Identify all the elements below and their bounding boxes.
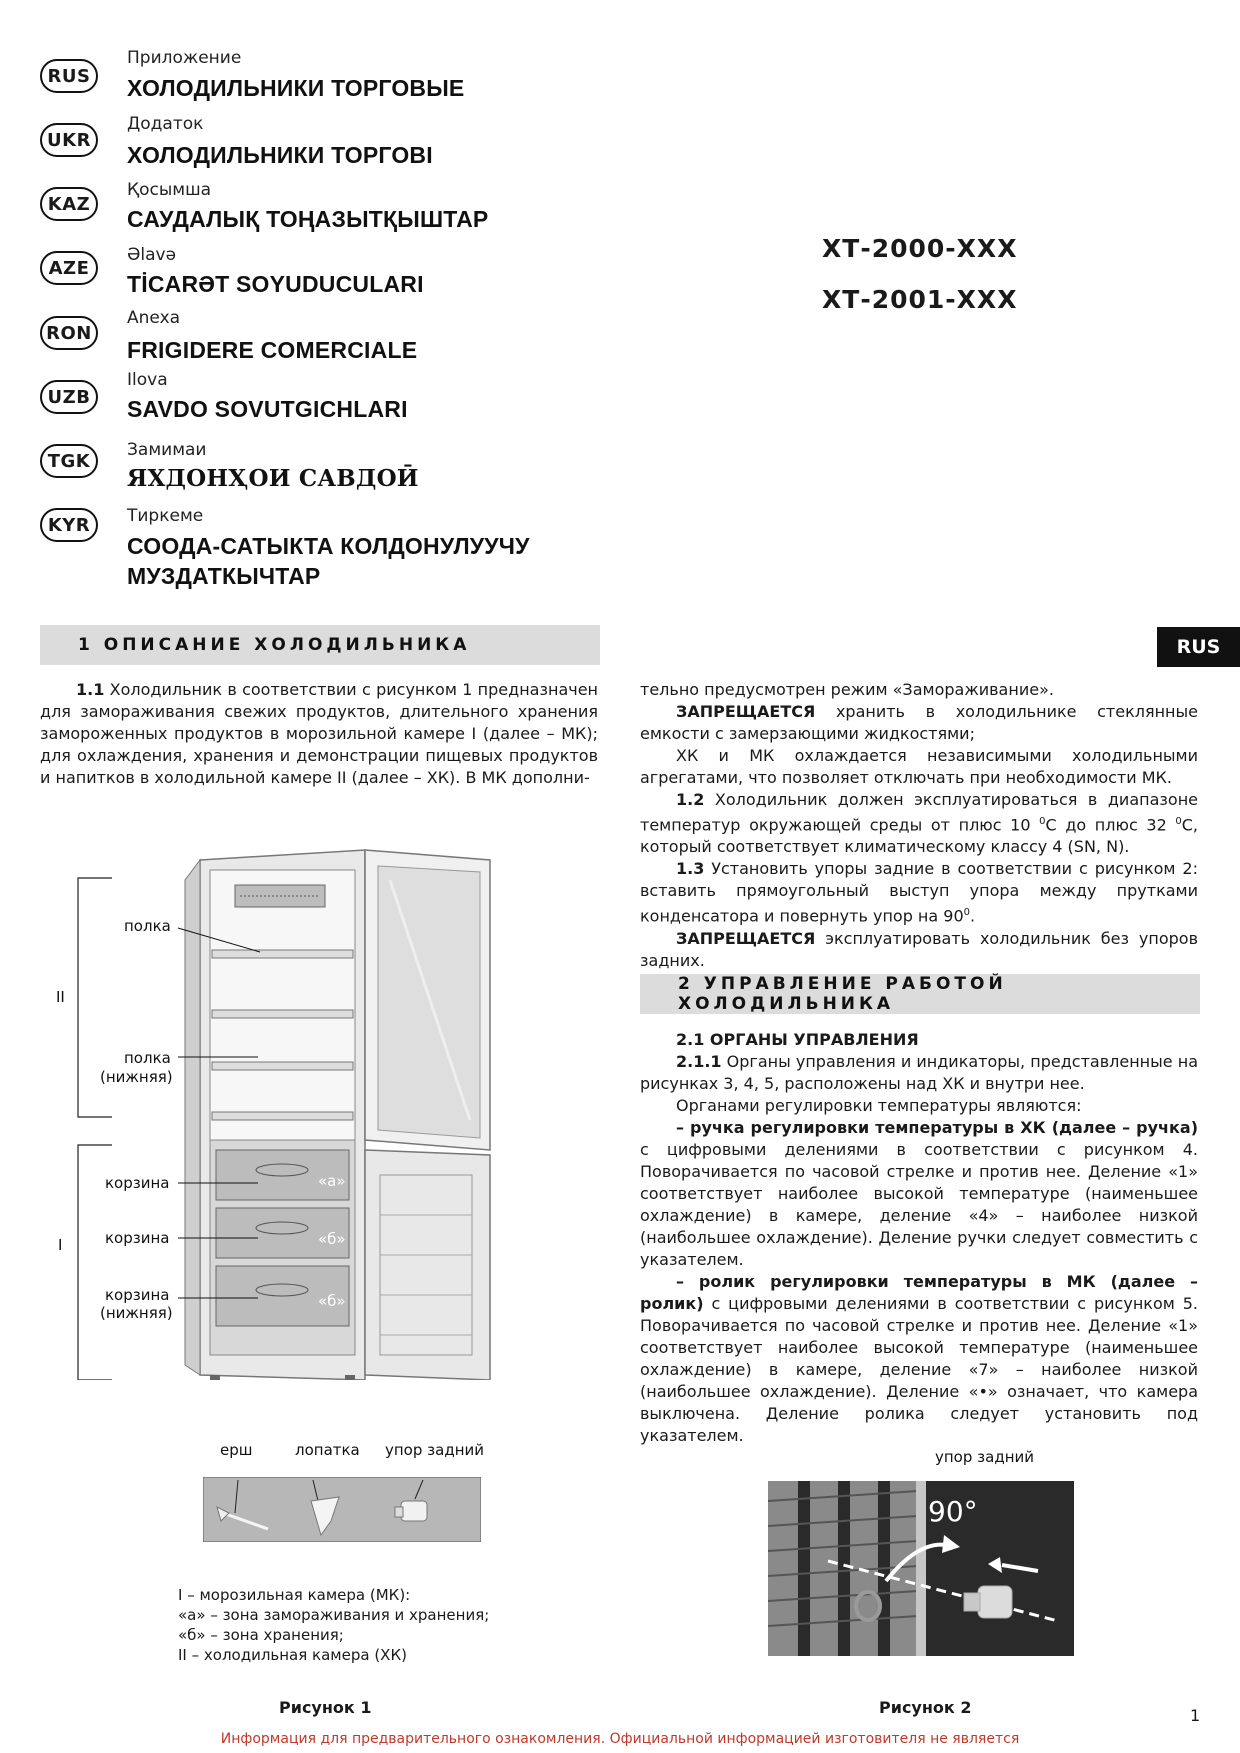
figure1-legend	[178, 1585, 489, 1665]
cont-text: тельно предусмотрен режим «Замораживание».	[640, 680, 1054, 699]
angle-label: 90°	[928, 1495, 978, 1528]
subtitle-kyr: Тиркеме	[127, 506, 204, 526]
title-kyr-line2: МУЗДАТКЫЧТАР	[127, 563, 321, 589]
roller-text: с цифровыми делениями в соответствии с рисунком 5. Поворачивается по часовой стрелке и против нее. Деление «1» соответствует наиболее высокой температуре (наименьшее охлаждение) в камере, деление «7» – наиболее низкой (наибольшее охлаждение). Деление «•» означает, что камера выключена. Деление ролика следует установить под указателем.	[640, 1294, 1198, 1445]
deg-2: 0	[1175, 816, 1182, 827]
subtitle-tgk: Замимаи	[127, 440, 207, 460]
p13-text: Установить упоры задние в соответствии с рисунком 2: вставить прямоугольный выступ упора между прутками конденсатора и повернуть упор на 90	[640, 859, 1198, 926]
lang-badge-aze: AZE	[40, 251, 98, 285]
title-rus: ХОЛОДИЛЬНИКИ ТОРГОВЫЕ	[127, 75, 465, 101]
label-zone-b-1: «б»	[318, 1230, 346, 1248]
lang-badge-tgk: TGK	[40, 444, 98, 478]
title-tgk: ЯХДОНҲОИ САВДОӢ	[127, 465, 419, 492]
label-brush: ерш	[220, 1441, 253, 1459]
legend-line-3: «б» – зона хранения;	[178, 1626, 344, 1644]
page-number: 1	[1190, 1706, 1201, 1725]
subtitle-aze: Əlavə	[127, 245, 177, 265]
section1-title: 1 ОПИСАНИЕ ХОЛОДИЛЬНИКА	[78, 635, 471, 655]
label-basket-1: корзина	[105, 1174, 170, 1192]
label-rear-stop: упор задний	[385, 1441, 484, 1459]
subtitle-rus: Приложение	[127, 48, 242, 68]
figure2-label: упор задний	[935, 1448, 1034, 1466]
rus-side-badge: RUS	[1157, 627, 1240, 667]
rear-stop-illustration	[768, 1481, 1074, 1656]
title-aze: TİCARƏT SOYUDUCULARI	[127, 271, 424, 297]
subtitle-ukr: Додаток	[127, 114, 204, 134]
title-ukr: ХОЛОДИЛЬНИКИ ТОРГОВІ	[127, 142, 433, 168]
title-kyr: СООДА-САТЫКТА КОЛДОНУЛУУЧУ	[127, 533, 530, 559]
section2-subtitle: 2.1 ОРГАНЫ УПРАВЛЕНИЯ	[676, 1030, 919, 1049]
label-scraper: лопатка	[295, 1441, 360, 1459]
label-compartment-2: II	[56, 988, 65, 1006]
p12-text-a: Холодильник должен эксплуатироваться в диапазоне температур окружающей среды от плюс 10	[640, 790, 1198, 835]
warn1-text: хранить в холодильнике стеклянные емкости с замерзающими жидкостями;	[640, 702, 1198, 743]
title-kaz: САУДАЛЫҚ ТОҢАЗЫТҚЫШТАР	[127, 206, 489, 232]
subtitle-uzb: Ilova	[127, 370, 168, 390]
p211-text: Органы управления и индикаторы, представленные на рисунках 3, 4, 5, расположены над ХК и внутри нее.	[640, 1052, 1198, 1093]
legend-line-4: II – холодильная камера (ХК)	[178, 1646, 407, 1664]
lang-badge-ukr: UKR	[40, 123, 98, 157]
controls-intro: Органами регулировки температуры являются:	[676, 1096, 1082, 1115]
roller-bold: – ролик регулировки температуры в МК (далее – ролик)	[640, 1272, 1198, 1313]
footer-notice: Информация для предварительного ознакомления. Официальной информацией изготовителя не является	[220, 1731, 1020, 1747]
lang-badge-rus: RUS	[40, 59, 98, 93]
section2-title: 2 УПРАВЛЕНИЕ РАБОТОЙ ХОЛОДИЛЬНИКА	[678, 974, 1007, 1014]
p12-num: 1.2	[676, 790, 705, 809]
label-zone-b-2: «б»	[318, 1292, 346, 1310]
section1-paragraph	[40, 679, 598, 789]
p13-end: .	[970, 906, 976, 926]
tools-illustration	[203, 1477, 481, 1542]
section1-bar	[40, 625, 600, 665]
title-uzb: SAVDO SOVUTGICHLARI	[127, 396, 408, 422]
subtitle-ron: Anexa	[127, 308, 181, 328]
lang-badge-kyr: KYR	[40, 508, 98, 542]
right-column-text	[640, 679, 1198, 972]
figure1-caption: Рисунок 1	[279, 1698, 372, 1717]
lang-badge-kaz: KAZ	[40, 187, 98, 221]
figure2-caption: Рисунок 2	[879, 1698, 972, 1717]
p11-num: 1.1	[76, 680, 105, 699]
label-shelf: полка	[124, 917, 171, 935]
p211-num: 2.1.1	[676, 1052, 722, 1071]
warn2-text: эксплуатировать холодильник без упоров задних.	[640, 928, 1198, 970]
warn1-bold: ЗАПРЕЩАЕТСЯ	[676, 702, 816, 721]
p12-text-c: С, который соответствует климатическому классу 4 (SN, N).	[640, 815, 1199, 857]
warn2-bold: ЗАПРЕЩАЕТСЯ	[676, 928, 816, 948]
legend-line-2: «а» – зона замораживания и хранения;	[178, 1606, 490, 1624]
deg-1: 0	[1039, 816, 1046, 827]
lang-badge-ron: RON	[40, 316, 98, 350]
label-basket-2: корзина	[105, 1229, 170, 1247]
title-ron: FRIGIDERE COMERCIALE	[127, 337, 418, 363]
p13-num: 1.3	[676, 859, 705, 879]
legend-line-1: I – морозильная камера (МК):	[178, 1586, 411, 1604]
deg-3: 0	[963, 907, 971, 919]
knob-bold: – ручка регулировки температуры в ХК (далее – ручка)	[676, 1118, 1198, 1137]
label-basket-3: корзина	[105, 1286, 170, 1304]
label-compartment-1: I	[58, 1236, 63, 1254]
section2-bar	[640, 974, 1200, 1014]
lang-badge-uzb: UZB	[40, 380, 98, 414]
model-2: ХТ-2001-ХХХ	[822, 285, 1018, 314]
model-1: ХТ-2000-ХХХ	[822, 234, 1018, 263]
label-basket-3-note: (нижняя)	[100, 1304, 173, 1322]
label-shelf-lower-note: (нижняя)	[100, 1068, 173, 1086]
subtitle-kaz: Қосымша	[127, 180, 212, 200]
p12-text-b: С до плюс 32	[1045, 815, 1176, 835]
knob-text: с цифровыми делениями в соответствии с рисунком 4. Поворачивается по часовой стрелке и против нее. Деление «1» соответствует наиболее высокой температуре (наименьшее охлаждение) в камере, деление «4» – наиболее низкой (наибольшее охлаждение). Деление ручки следует совместить с указателем.	[640, 1140, 1198, 1269]
label-shelf-lower: полка	[124, 1049, 171, 1067]
p11-text: Холодильник в соответствии с рисунком 1 предназначен для замораживания свежих продуктов, длительного хранения замороженных продуктов в морозильной камере I (далее – МК); для охлаждения, хранения и демонстрации пищевых продуктов и напитков в холодильной камере II (далее – ХК). В МК дополни-	[40, 680, 598, 787]
xk-paragraph: ХК и МК охлаждается независимыми холодильными агрегатами, что позволяет отключать при необходимости МК.	[640, 746, 1198, 787]
section2-text	[640, 1029, 1198, 1447]
label-zone-a: «а»	[318, 1172, 346, 1190]
